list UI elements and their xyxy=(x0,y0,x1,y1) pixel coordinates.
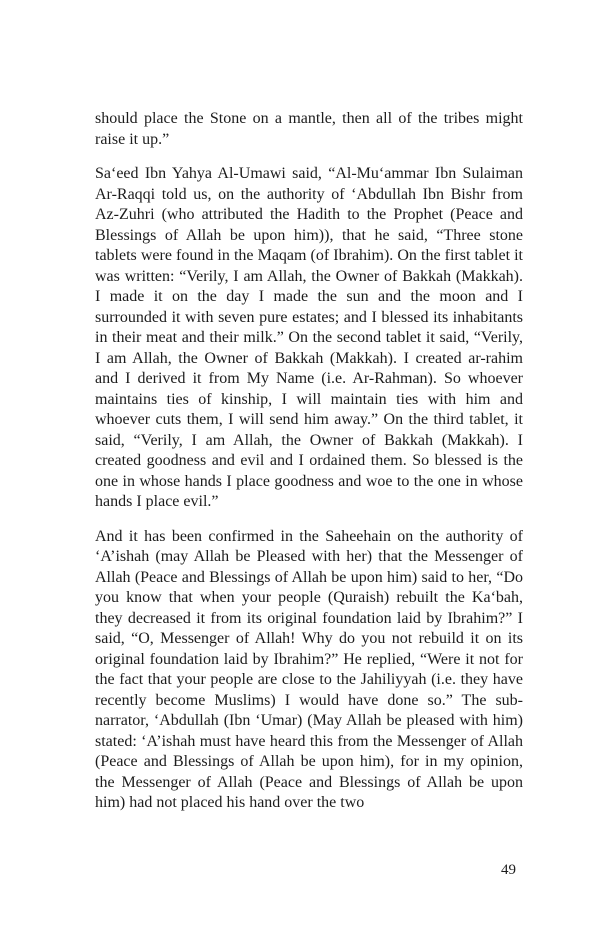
paragraph-3: And it has been confirmed in the Saheehain on the authority of ‘A’ishah (may Allah be Pleased with her) that the Messenger of Allah (Peace and Blessings of Allah be upon him) said to her, “Do you know that when your people (Quraish) rebuilt the Ka‘bah, they decreased it from its original foundation laid by Ibrahim?” I said, “O, Messenger of Allah! Why do you not rebuild it on its original foundation laid by Ibrahim?” He replied, “Were it not for the fact that your people are close to the Jahiliyyah (i.e. they have recently become Muslims) I would have done so.” The sub-narrator, ‘Abdullah (Ibn ‘Umar) (May Allah be pleased with him) stated: ‘A’ishah must have heard this from the Messenger of Allah (Peace and Blessings of Allah be upon him), for in my opinion, the Messenger of Allah (Peace and Blessings of Allah be upon him) had not placed his hand over the two xyxy=(95,527,523,811)
page-number: 49 xyxy=(501,862,516,878)
page-text xyxy=(95,109,523,814)
paragraph-1: should place the Stone on a mantle, then all of the tribes might raise it up.” xyxy=(95,110,523,148)
paragraph-2: Sa‘eed Ibn Yahya Al-Umawi said, “Al-Mu‘ammar Ibn Sulaiman Ar-Raqqi told us, on the authority of ‘Abdullah Ibn Bishr from Az-Zuhri (who attributed the Hadith to the Prophet (Peace and Blessings of Allah be upon him)), that he said, “Three stone tablets were found in the Maqam (of Ibrahim). On the first tablet it was written: “Verily, I am Allah, the Owner of Bakkah (Makkah). I made it on the day I made the sun and the moon and I surrounded it with seven pure estates; and I blessed its inhabitants in their meat and their milk.” On the second tablet it said, “Verily, I am Allah, the Owner of Bakkah (Makkah). I created ar-rahim and I derived it from My Name (i.e. Ar-Rahman). So whoever maintains ties of kinship, I will maintain ties with him and whoever cuts them, I will send him away.” On the third tablet, it said, “Verily, I am Allah, the Owner of Bakkah (Makkah). I created goodness and evil and I ordained them. So blessed is the one in whose hands I place goodness and woe to the one in whose hands I place evil.” xyxy=(95,165,523,510)
